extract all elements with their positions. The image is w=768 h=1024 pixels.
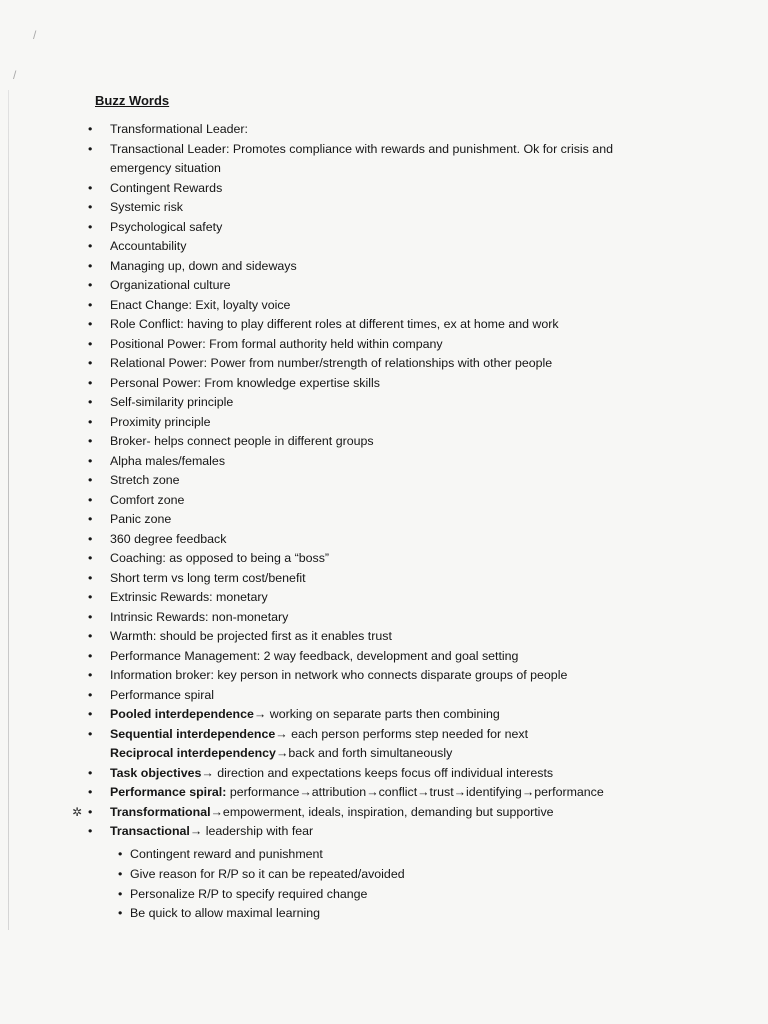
page-title: Buzz Words (95, 93, 170, 108)
sublist-item-text: Be quick to allow maximal learning (130, 906, 321, 921)
item-text: Broker- helps connect people in different groups (110, 434, 374, 448)
list-item (88, 218, 668, 238)
sublist-item (118, 845, 405, 865)
item-text: Proximity principle (110, 414, 211, 429)
item-text: Contingent Rewards (110, 180, 223, 195)
bullet-icon: • (118, 906, 123, 921)
list-item (88, 764, 668, 784)
item-text: Short term vs long term cost/benefit (110, 570, 306, 585)
list-item (88, 393, 668, 413)
bullet-icon: • (88, 512, 93, 526)
item-text: Personal Power: From knowledge expertise skills (110, 375, 380, 390)
list-item (88, 627, 668, 647)
bullet-icon: • (88, 317, 93, 331)
item-text: Accountability (110, 239, 187, 253)
list-item (88, 608, 668, 628)
list-item (88, 588, 668, 608)
list-item (88, 530, 668, 550)
bullet-icon: • (88, 453, 93, 468)
item-text: Performance Management: 2 way feedback, development and goal setting (110, 648, 519, 663)
list-item (88, 335, 668, 355)
list-item (88, 569, 668, 589)
list-item (88, 491, 668, 511)
bullet-icon: • (88, 648, 93, 663)
bullet-icon: • (88, 785, 93, 799)
bullet-icon: • (88, 278, 93, 292)
term-label: Reciprocal interdependency→ (110, 746, 289, 760)
bullet-icon: • (88, 356, 93, 370)
list-item (88, 686, 668, 706)
item-text: Self-similarity principle (110, 395, 234, 409)
sublist-item (118, 885, 405, 905)
bullet-icon: • (88, 434, 93, 448)
bullet-icon: • (88, 726, 93, 741)
transactional-sublist (118, 845, 405, 924)
list-item (88, 822, 668, 842)
bullet-icon: • (88, 180, 93, 195)
list-item (72, 803, 668, 823)
list-item (88, 354, 668, 374)
item-text: Coaching: as opposed to being a “boss” (110, 551, 330, 565)
item-text: Role Conflict: having to play different roles at different times, ex at home and work (110, 317, 559, 331)
bullet-icon: • (88, 492, 93, 507)
item-text: Managing up, down and sideways (110, 258, 297, 273)
buzz-word-list (72, 120, 668, 842)
scan-speck: / (33, 28, 37, 42)
item-text-continued: emergency situation (110, 161, 221, 175)
bullet-icon: • (88, 531, 93, 546)
scan-speck: / (13, 68, 17, 82)
term-label: Transactional→ (110, 824, 203, 838)
item-text: Comfort zone (110, 492, 185, 507)
list-item (88, 432, 668, 452)
list-item (88, 725, 668, 745)
item-text: Systemic risk (110, 200, 183, 214)
bullet-icon: • (88, 297, 93, 312)
bullet-icon: • (88, 551, 93, 565)
item-text: Alpha males/females (110, 453, 226, 468)
sublist-item (118, 904, 405, 924)
scan-edge-line (8, 90, 9, 930)
list-item (88, 471, 668, 491)
list-item (88, 237, 668, 257)
handwritten-star-icon: ✲ (72, 804, 83, 819)
bullet-icon: • (88, 200, 93, 214)
sublist-item-text: Personalize R/P to specify required change (130, 886, 368, 901)
list-item (88, 413, 668, 433)
bullet-icon: • (88, 258, 93, 273)
item-text: Transformational Leader: (110, 122, 248, 136)
bullet-icon: • (88, 590, 93, 604)
item-text: Relational Power: Power from number/strength of relationships with other people (110, 356, 553, 370)
list-item (88, 120, 668, 140)
bullet-icon: • (88, 375, 93, 390)
bullet-icon: • (118, 886, 123, 901)
list-item (88, 666, 668, 686)
list-item (88, 647, 668, 667)
term-label: Performance spiral: (110, 785, 227, 799)
list-item (88, 276, 668, 296)
list-item (88, 549, 668, 569)
list-item (88, 705, 668, 725)
bullet-icon: • (88, 629, 93, 643)
term-label: Task objectives→ (110, 765, 214, 780)
item-text: Organizational culture (110, 278, 231, 292)
list-item (88, 198, 668, 218)
bullet-icon: • (88, 609, 93, 624)
bullet-icon: • (88, 707, 93, 721)
item-text: leadership with fear (202, 824, 314, 838)
item-text: Enact Change: Exit, loyalty voice (110, 297, 291, 312)
item-text: Warmth: should be projected first as it enables trust (110, 629, 392, 643)
list-item (88, 179, 668, 199)
bullet-icon: • (88, 219, 93, 234)
bullet-icon: • (88, 824, 93, 838)
bullet-icon: • (88, 141, 93, 156)
item-text: Performance spiral (110, 687, 214, 702)
item-text: Information broker: key person in network who connects disparate groups of people (110, 668, 568, 682)
sublist-item-text: Contingent reward and punishment (130, 847, 323, 861)
bullet-icon: • (88, 414, 93, 429)
item-text: Positional Power: From formal authority held within company (110, 336, 443, 351)
bullet-icon: • (118, 866, 123, 881)
item-text: Intrinsic Rewards: non-monetary (110, 609, 289, 624)
list-item (88, 140, 668, 179)
bullet-icon: • (88, 668, 93, 682)
bullet-icon: • (118, 847, 123, 861)
list-item (88, 257, 668, 277)
sublist-item (118, 865, 405, 885)
bullet-icon: • (88, 395, 93, 409)
list-item (88, 452, 668, 472)
list-item (88, 510, 668, 530)
bullet-icon: • (88, 804, 93, 819)
item-text: Stretch zone (110, 473, 180, 487)
list-item (88, 296, 668, 316)
item-text: Transactional Leader: Promotes compliance with rewards and punishment. Ok for crisis and (110, 141, 613, 156)
bullet-icon: • (88, 687, 93, 702)
item-text: each person performs step needed for next (287, 726, 529, 741)
term-label: Transformational→ (110, 804, 223, 819)
bullet-icon: • (88, 765, 93, 780)
sublist-item-text: Give reason for R/P so it can be repeated/avoided (130, 866, 405, 881)
bullet-icon: • (88, 336, 93, 351)
item-text: performance→attribution→conflict→trust→identifying→performance (226, 785, 604, 799)
bullet-icon: • (88, 239, 93, 253)
bullet-icon: • (88, 122, 93, 136)
item-text: Extrinsic Rewards: monetary (110, 590, 268, 604)
item-text: 360 degree feedback (110, 531, 227, 546)
bullet-icon: • (88, 570, 93, 585)
bullet-icon: • (88, 473, 93, 487)
list-item (88, 315, 668, 335)
item-text: direction and expectations keeps focus off individual interests (213, 765, 554, 780)
term-label: Sequential interdependence→ (110, 726, 288, 741)
item-text: working on separate parts then combining (266, 707, 500, 721)
item-text: Panic zone (110, 512, 172, 526)
list-item (88, 744, 668, 764)
list-item (88, 374, 668, 394)
item-text: Psychological safety (110, 219, 223, 234)
list-item (88, 783, 668, 803)
term-label: Pooled interdependence→ (110, 707, 267, 721)
item-text: empowerment, ideals, inspiration, demanding but supportive (222, 804, 554, 819)
item-text: back and forth simultaneously (288, 746, 453, 760)
